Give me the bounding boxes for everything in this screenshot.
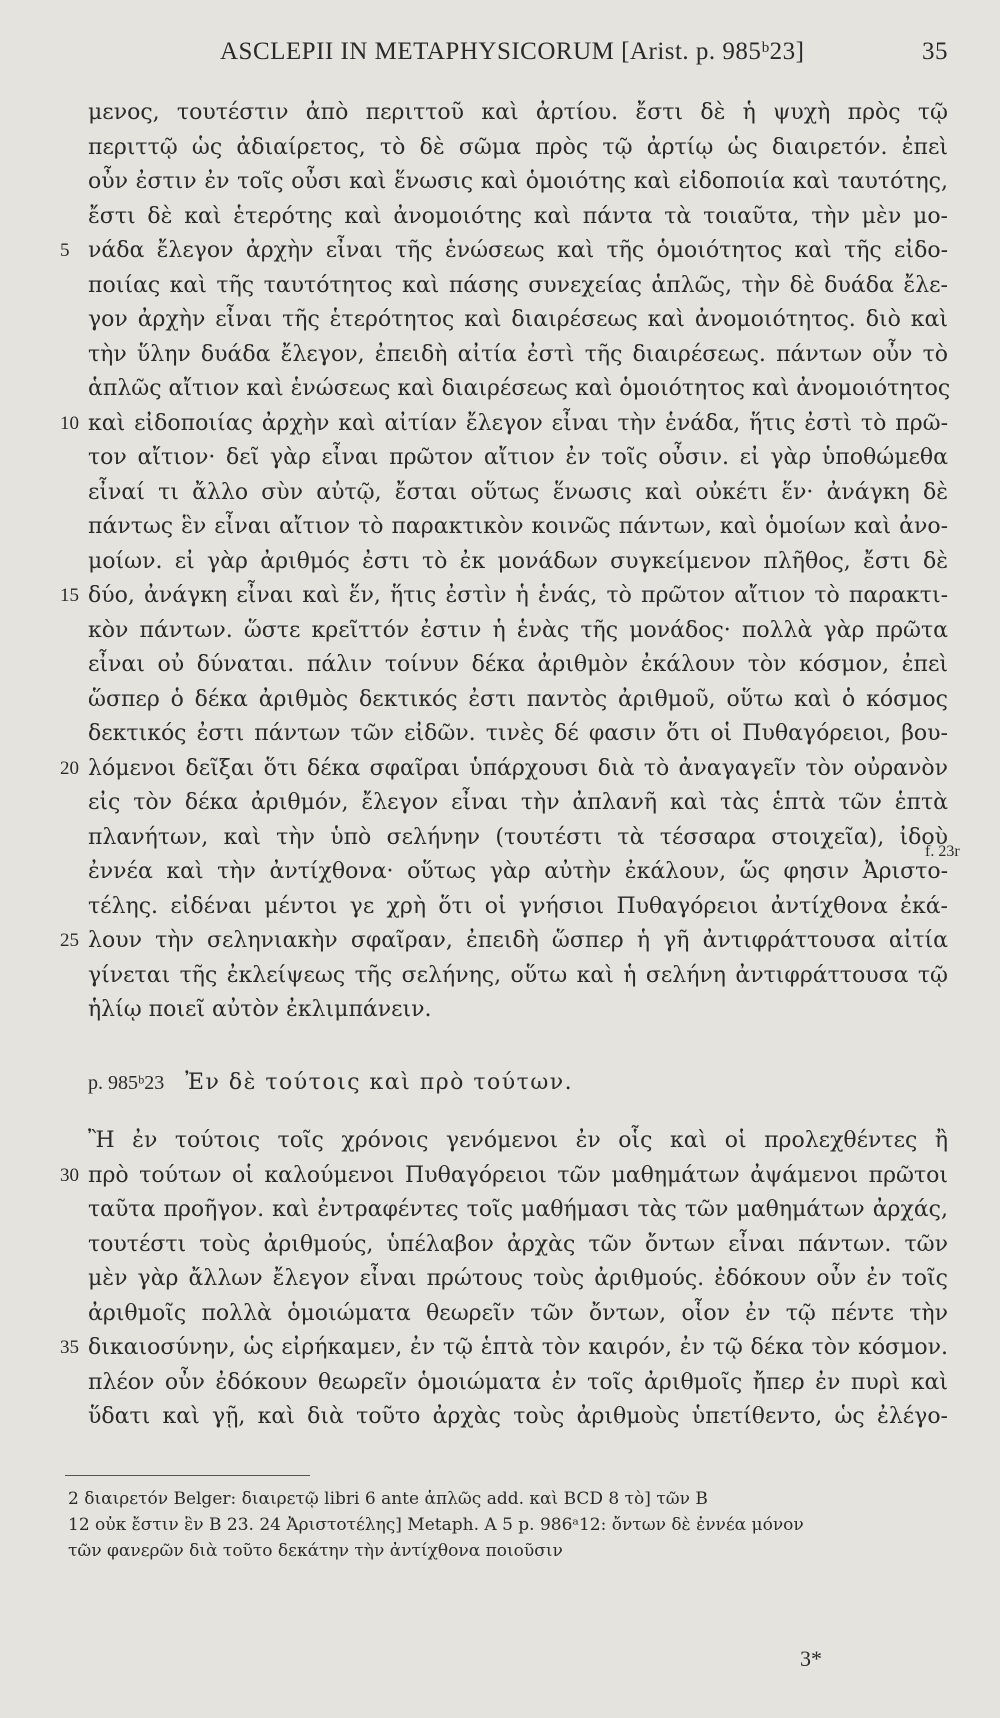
text-line: ἁπλῶς αἴτιον καὶ ἑνώσεως καὶ διαιρέσεως καὶ ὁμοιότητος καὶ ἀνομοιότητος xyxy=(88,376,951,401)
text-line: πάντως ἓν εἶναι αἴτιον τὸ παρακτικὸν κοινῶς πάντων, καὶ ὁμοίων καὶ ἀνο- xyxy=(88,514,948,539)
footnote-line: τῶν φανερῶν διὰ τοῦτο δεκάτην τὴν ἀντίχθονα ποιοῦσιν xyxy=(68,1541,563,1561)
line-number: 25 xyxy=(60,930,79,951)
line-number: 5 xyxy=(60,240,70,261)
line-number: 15 xyxy=(60,585,79,606)
text-line: ἔστι δὲ καὶ ἑτερότης καὶ ἀνομοιότης καὶ πάντα τὰ τοιαῦτα, τὴν μὲν μο- xyxy=(88,203,948,229)
line-number: 10 xyxy=(60,412,79,434)
text-line: τὴν ὕλην δυάδα ἔλεγον, ἐπειδὴ αἰτία ἐστὶ τῆς διαιρέσεως. πάντων οὖν τὸ xyxy=(88,341,948,367)
text-line: δεκτικός ἐστι πάντων τῶν εἰδῶν. τινὲς δέ φασιν ὅτι οἱ Πυθαγόρειοι, βου- xyxy=(88,721,948,746)
text-line: μενος, τουτέστιν ἀπὸ περιττοῦ καὶ ἀρτίου. ἔστι δὲ ἡ ψυχὴ πρὸς τῷ xyxy=(88,100,948,125)
text-line: τουτέστι τοὺς ἀριθμούς, ὑπέλαβον ἀρχὰς τῶν ὄντων εἶναι πάντων. τῶν xyxy=(88,1231,948,1257)
footnote-rule xyxy=(65,1475,310,1476)
lemma-heading xyxy=(88,1066,573,1100)
text-line: νάδα ἔλεγον ἀρχὴν εἶναι τῆς ἑνώσεως καὶ τῆς ὁμοιότητος καὶ τῆς εἰδο- xyxy=(88,238,948,263)
text-line: πλέον οὖν ἐδόκουν θεωρεῖν ὁμοιώματα ἐν τοῖς ἀριθμοῖς ἤπερ ἐν πυρὶ καὶ xyxy=(88,1369,948,1395)
text-line: κὸν πάντων. ὥστε κρεῖττόν ἐστιν ἡ ἑνὰς τῆς μονάδος· πολλὰ γὰρ πρῶτα xyxy=(88,617,948,643)
text-line: Ἢ ἐν τούτοις τοῖς χρόνοις γενόμενοι ἐν οἷς καὶ οἱ προλεχθέντες ἢ xyxy=(88,1128,948,1153)
text-line: ὕδατι καὶ γῇ, καὶ διὰ τοῦτο ἀρχὰς τοὺς ἀριθμοὺς ὑπετίθεντο, ὡς ἐλέγο- xyxy=(88,1404,948,1429)
line-number: 30 xyxy=(60,1164,79,1186)
text-line: πρὸ τούτων οἱ καλούμενοι Πυθαγόρειοι τῶν μαθημάτων ἀψάμενοι πρῶτοι xyxy=(88,1162,948,1188)
text-line: πλανήτων, καὶ τὴν ὑπὸ σελήνην (τουτέστι τὰ τέσσαρα στοιχεῖα), ἰδοὺ xyxy=(88,824,948,850)
text-line: ἡλίῳ ποιεῖ αὐτὸν ἐκλιμπάνειν. xyxy=(88,997,432,1022)
text-line: ποιίας καὶ τῆς ταυτότητος καὶ πάσης συνεχείας ἁπλῶς, τὴν δὲ δυάδα ἔλε- xyxy=(88,272,948,298)
text-line: τέλης. εἰδέναι μέντοι γε χρὴ ὅτι οἱ γνήσιοι Πυθαγόρειοι ἀντίχθονα ἐκά- xyxy=(88,893,948,919)
text-line: εἶναι οὐ δύναται. πάλιν τοίνυν δέκα ἀριθμὸν ἐκάλουν τὸν κόσμον, ἐπεὶ xyxy=(88,652,948,677)
line-number: 35 xyxy=(60,1337,79,1358)
text-line: ὥσπερ ὁ δέκα ἀριθμὸς δεκτικός ἐστι παντὸς ἀριθμοῦ, οὕτω καὶ ὁ κόσμος xyxy=(88,686,948,712)
text-line: μὲν γὰρ ἄλλων ἔλεγον εἶναι πρώτους τοὺς ἀριθμούς. ἐδόκουν οὖν ἐν τοῖς xyxy=(88,1266,948,1291)
text-line: περιττῷ ὡς ἀδιαίρετος, τὸ δὲ σῶμα πρὸς τῷ ἀρτίῳ ὡς διαιρετόν. ἐπεὶ xyxy=(88,134,948,160)
text-line: ταῦτα προῆγον. καὶ ἐντραφέντες τοῖς μαθήμασι τὰς τῶν μαθημάτων ἀρχάς, xyxy=(88,1197,948,1222)
text-line: καὶ εἰδοποιίας ἀρχὴν καὶ αἰτίαν ἔλεγον εἶναι τὴν ἑνάδα, ἥτις ἐστὶ τὸ πρῶ- xyxy=(88,410,948,436)
text-line: ἀριθμοῖς πολλὰ ὁμοιώματα θεωρεῖν τῶν ὄντων, οἷον ἐν τῷ πέντε τὴν xyxy=(88,1300,948,1326)
lemma-reference: p. 985ᵇ23 xyxy=(88,1072,165,1094)
text-line: γίνεται τῆς ἐκλείψεως τῆς σελήνης, οὕτω καὶ ἡ σελήνη ἀντιφράττουσα τῷ xyxy=(88,962,948,988)
lemma-text: Ἐν δὲ τούτοις καὶ πρὸ τούτων. xyxy=(185,1070,574,1095)
footnote-line: 2 διαιρετόν Belger: διαιρετῷ libri 6 ante ἁπλῶς add. καὶ BCD 8 τὸ] τῶν B xyxy=(68,1489,708,1509)
text-line: εἶναί τι ἄλλο σὺν αὐτῷ, ἔσται οὕτως ἕνωσις καὶ οὐκέτι ἕν· ἀνάγκη δὲ xyxy=(88,479,948,505)
text-line: δικαιοσύνην, ὡς εἰρήκαμεν, ἐν τῷ ἑπτὰ τὸν καιρόν, ἐν τῷ δέκα τὸν κόσμον. xyxy=(88,1335,948,1360)
page-number: 35 xyxy=(922,38,948,65)
running-title: ASCLEPII IN METAPHYSICORUM [Arist. p. 985ᵇ23] xyxy=(220,38,805,65)
text-line: εἰς τὸν δέκα ἀριθμόν, ἔλεγον εἶναι τὴν ἀπλανῆ καὶ τὰς ἑπτὰ τῶν ἑπτὰ xyxy=(88,790,948,815)
signature-mark: 3* xyxy=(800,1646,822,1671)
text-line: λόμενοι δεῖξαι ὅτι δέκα σφαῖραι ὑπάρχουσι διὰ τὸ ἀναγαγεῖν τὸν οὐρανὸν xyxy=(88,755,948,781)
line-number: 20 xyxy=(60,757,79,779)
text-line: οὖν ἐστιν ἐν τοῖς οὖσι καὶ ἕνωσις καὶ ὁμοιότης καὶ εἰδοποιία καὶ ταυτότης, xyxy=(88,169,948,194)
text-line: δύο, ἀνάγκη εἶναι καὶ ἕν, ἥτις ἐστὶν ἡ ἑνάς, τὸ πρῶτον αἴτιον τὸ παρακτι- xyxy=(88,583,948,608)
running-header xyxy=(88,38,948,78)
text-line: τον αἴτιον· δεῖ γὰρ εἶναι πρῶτον αἴτιον ἐν τοῖς οὖσιν. εἰ γὰρ ὑποθώμεθα xyxy=(88,445,948,470)
footnote-line: 12 οὐκ ἔστιν ἓν B 23. 24 Ἀριστοτέλης] Metaph. A 5 p. 986ᵃ12: ὄντων δὲ ἐννέα μόνον xyxy=(68,1515,804,1535)
text-line: γον ἀρχὴν εἶναι τῆς ἑτερότητος καὶ διαιρέσεως καὶ ἀνομοιότητος. διὸ καὶ xyxy=(88,307,948,332)
text-line: λουν τὴν σεληνιακὴν σφαῖραν, ἐπειδὴ ὥσπερ ἡ γῆ ἀντιφράττουσα αἰτία xyxy=(88,928,948,953)
folio-margin-note: f. 23r xyxy=(925,843,960,860)
text-line: μοίων. εἰ γὰρ ἀριθμός ἐστι τὸ ἐκ μονάδων συγκείμενον πλῆθος, ἔστι δὲ xyxy=(88,548,948,574)
text-line: ἐννέα καὶ τὴν ἀντίχθονα· οὕτως γὰρ αὐτὴν ἐκάλουν, ὥς φησιν Ἀριστο- xyxy=(88,859,948,884)
